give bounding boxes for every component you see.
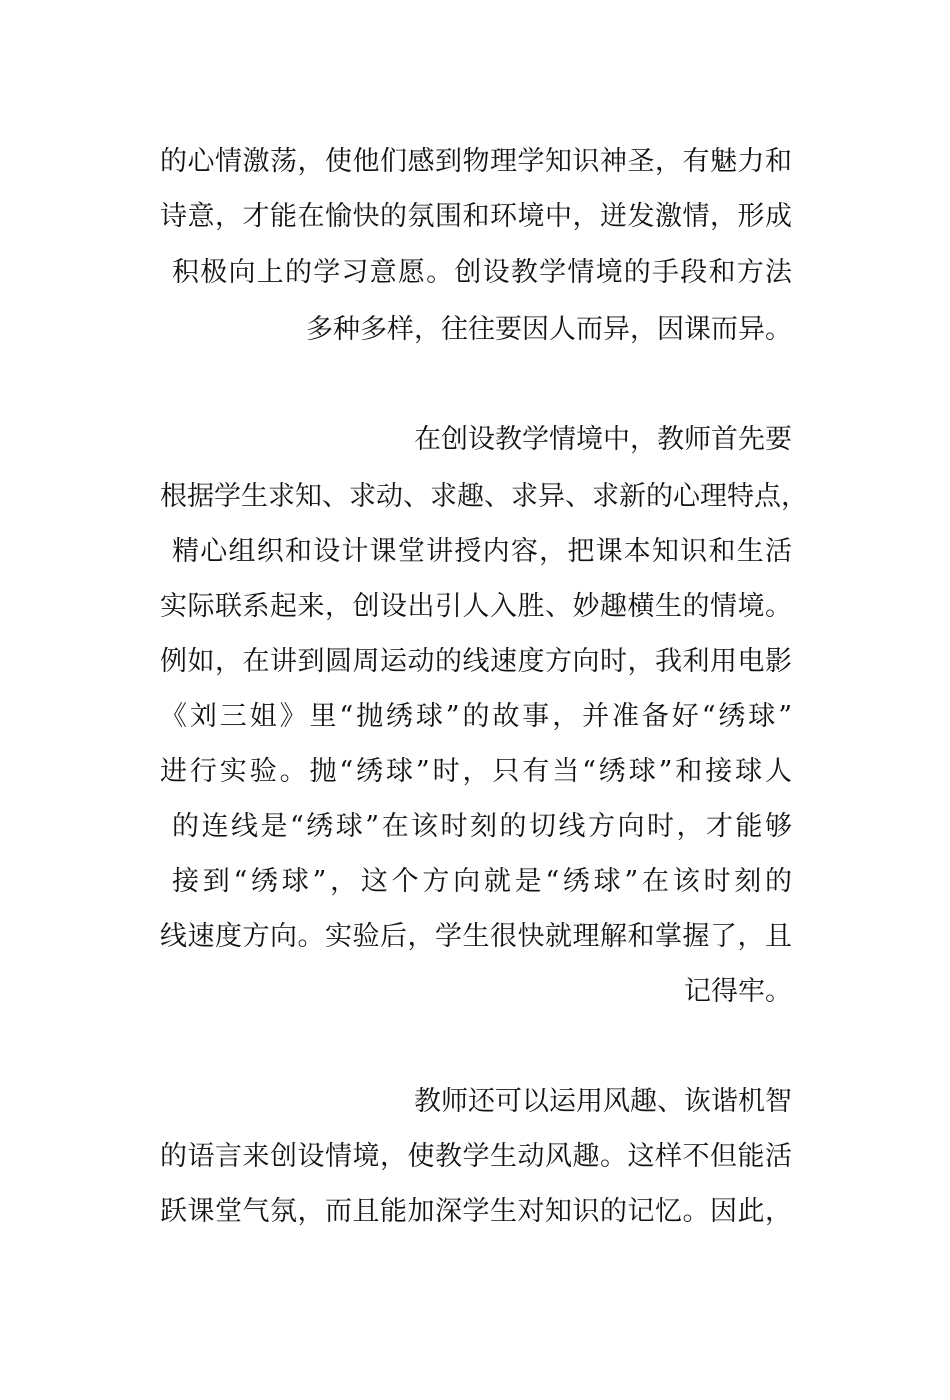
text-line: 多种多样，往往要因人而异，因课而异。 (306, 314, 792, 345)
text-line: 跃课堂气氛，而且能加深学生对知识的记忆。因此， (160, 1196, 792, 1227)
text-line: 例如，在讲到圆周运动的线速度方向时，我利用电影 (160, 646, 792, 677)
text-line: 的语言来创设情境，使教学生动风趣。这样不但能活 (160, 1141, 792, 1172)
text-line: 线速度方向。实验后，学生很快就理解和掌握了，且 (160, 921, 792, 952)
text-line: 进行实验。抛“绣球”时，只有当“绣球”和接球人 (160, 756, 792, 787)
text-line: 实际联系起来，创设出引人入胜、妙趣横生的情境。 (160, 591, 792, 622)
text-line: 记得牢。 (684, 976, 792, 1007)
text-line: 积极向上的学习意愿。创设教学情境的手段和方法 (172, 257, 792, 288)
text-line: 根据学生求知、求动、求趣、求异、求新的心理特点， (160, 481, 808, 512)
text-line: 的心情激荡，使他们感到物理学知识神圣，有魅力和 (160, 146, 792, 177)
text-line: 教师还可以运用风趣、诙谐机智 (414, 1086, 792, 1117)
text-line: 在创设教学情境中，教师首先要 (414, 424, 792, 455)
text-line: 《刘三姐》里“抛绣球”的故事，并准备好“绣球” (160, 701, 792, 732)
text-line: 精心组织和设计课堂讲授内容，把课本知识和生活 (172, 536, 792, 567)
text-line: 接到“绣球”，这个方向就是“绣球”在该时刻的 (172, 866, 792, 897)
text-line: 的连线是“绣球”在该时刻的切线方向时，才能够 (172, 811, 792, 842)
text-line: 诗意，才能在愉快的氛围和环境中，迸发激情，形成 (160, 201, 792, 232)
